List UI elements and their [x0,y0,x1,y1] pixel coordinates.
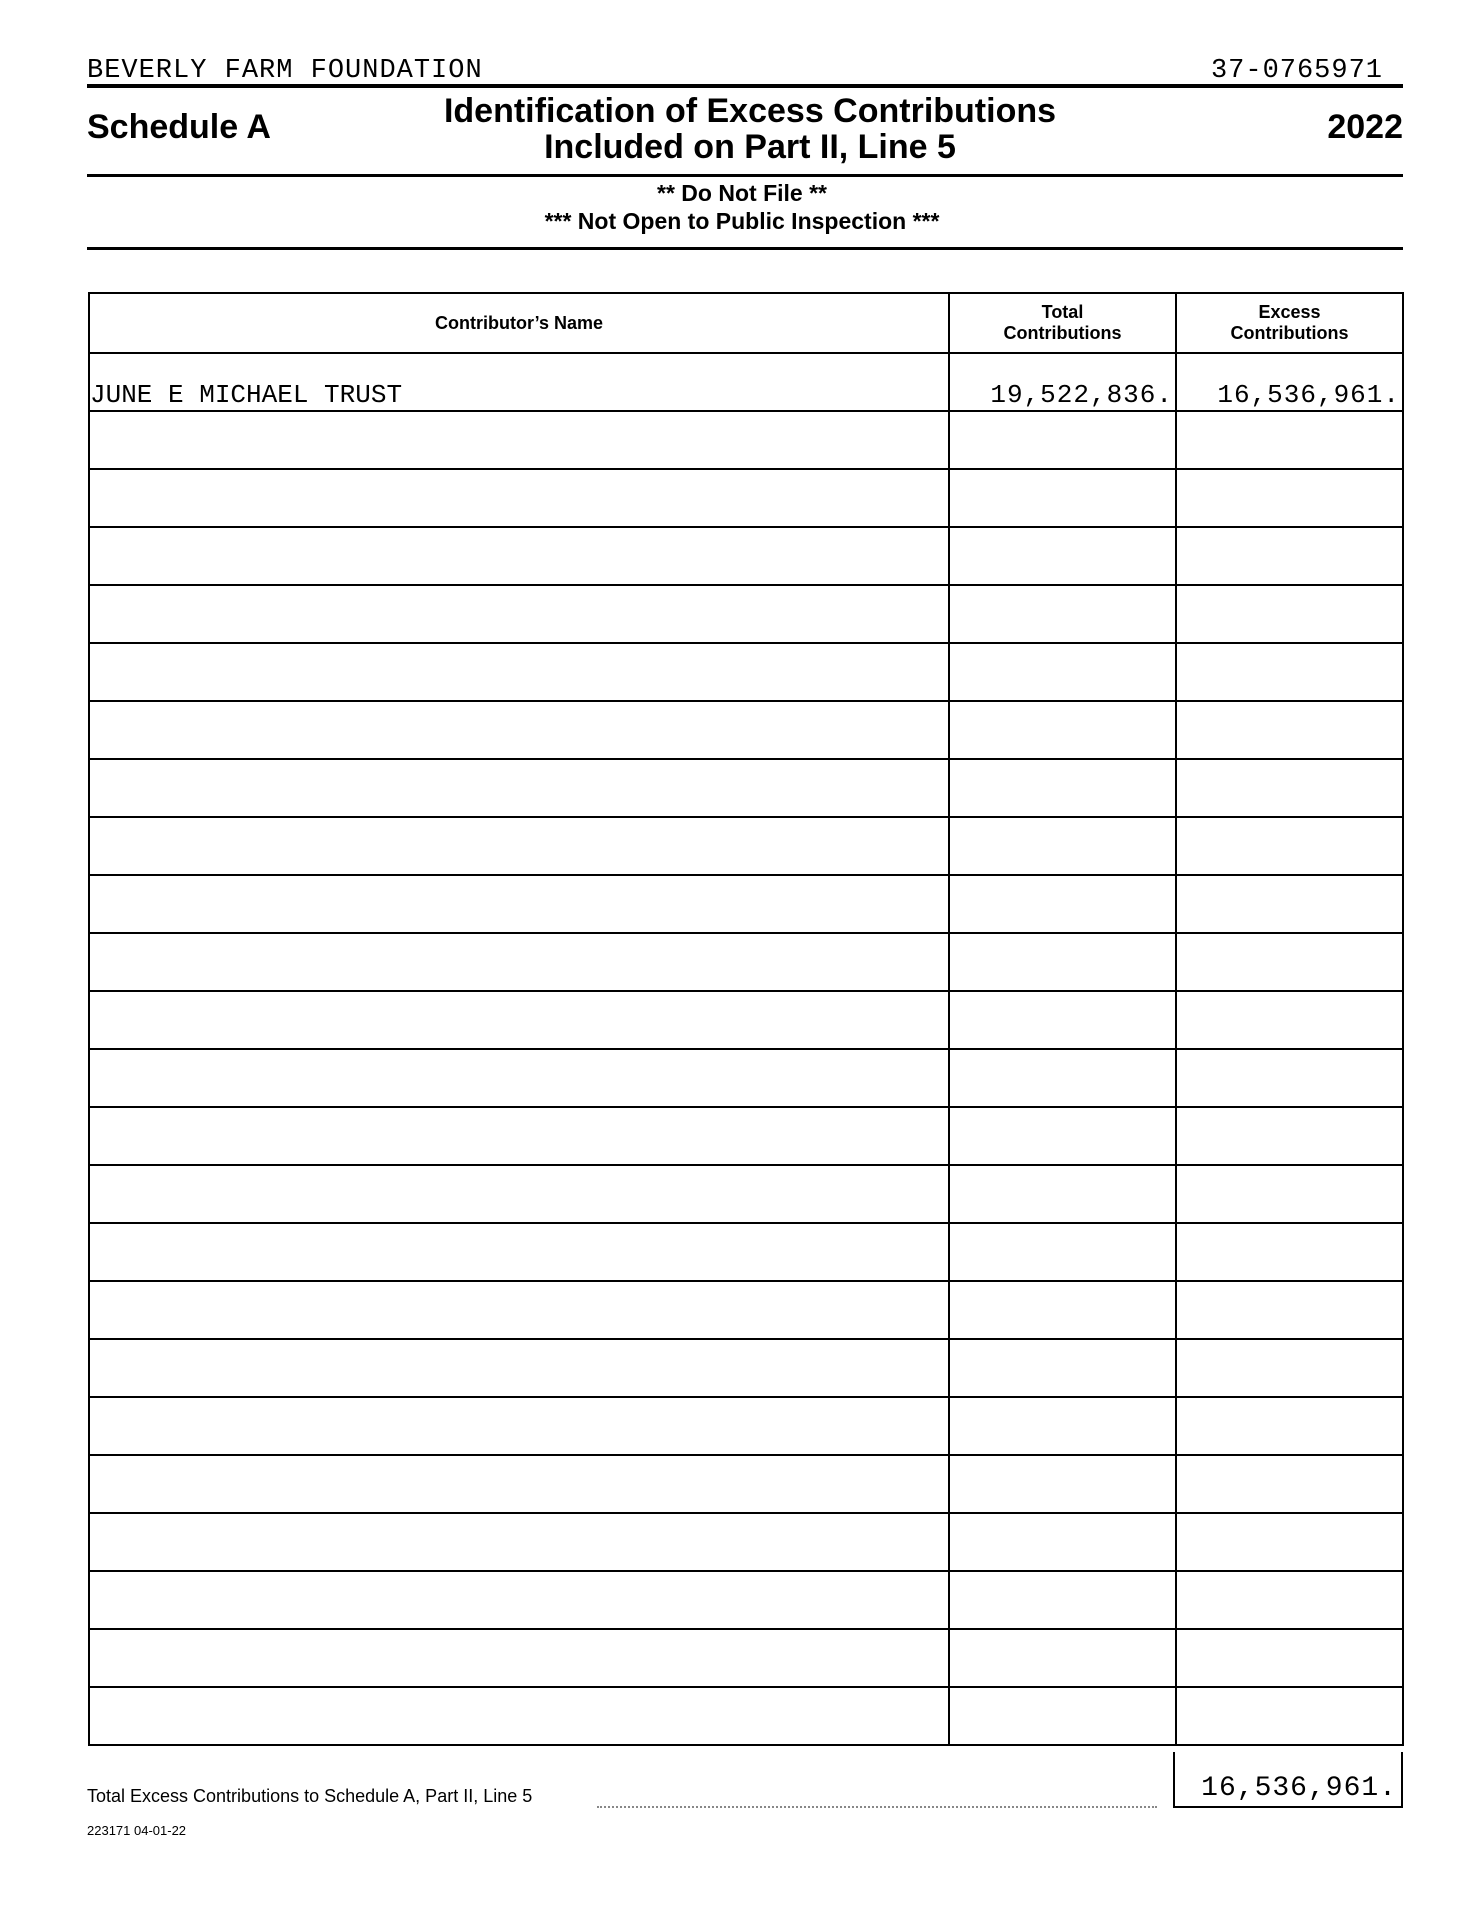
total-contributions-cell [949,1223,1176,1281]
contributor-name-cell [89,759,949,817]
total-excess-box [1173,1752,1403,1808]
excess-contributions-cell [1176,469,1403,527]
total-contributions-cell [949,527,1176,585]
table-row [89,1281,1403,1339]
contributor-name-cell [89,1571,949,1629]
divider-top [87,174,1403,177]
total-contributions-cell [949,469,1176,527]
total-excess-label: Total Excess Contributions to Schedule A, Part II, Line 5 [87,1786,533,1806]
leader-dots [597,1806,1157,1808]
total-contributions-cell: 19,522,836. [949,353,1176,411]
form-title-line1: Identification of Excess Contributions [443,92,1057,130]
excess-contributions-cell [1176,1455,1403,1513]
contributor-name-cell [89,701,949,759]
contributor-name-cell [89,527,949,585]
total-contributions-cell [949,933,1176,991]
schedule-label: Schedule A [87,108,271,146]
table-row [89,469,1403,527]
table-row [89,1223,1403,1281]
excess-contributions-cell [1176,759,1403,817]
excess-contributions-cell [1176,1223,1403,1281]
organization-name: BEVERLY FARM FOUNDATION [87,56,483,86]
table-row [89,1049,1403,1107]
contributor-name-cell [89,1455,949,1513]
contributor-name-cell [89,585,949,643]
tax-year: 2022 [1327,108,1403,146]
table-row [89,643,1403,701]
contributor-name-cell [89,1165,949,1223]
contributor-name-cell [89,1107,949,1165]
contributor-name-cell [89,1223,949,1281]
total-contributions-cell [949,643,1176,701]
excess-contributions-cell [1176,1107,1403,1165]
total-contributions-cell [949,759,1176,817]
form-code: 223171 04-01-22 [87,1823,187,1838]
contributor-name-cell [89,991,949,1049]
table-row [89,1455,1403,1513]
total-contributions-cell [949,1281,1176,1339]
contributor-name-cell [89,643,949,701]
table-header-row [89,293,1403,353]
table-body [89,353,1403,1745]
table-row [89,1397,1403,1455]
header-total-line1: Total [1041,302,1084,322]
divider-bottom [87,247,1403,250]
total-contributions-cell [949,1165,1176,1223]
total-contributions-cell [949,1339,1176,1397]
excess-contributions-cell [1176,1513,1403,1571]
excess-contributions-cell [1176,585,1403,643]
header-excess-line1: Excess [1258,302,1321,322]
header-contributor-name: Contributor’s Name [89,293,949,353]
header-total-line2: Contributions [1003,323,1122,343]
form-title [420,93,1080,165]
contributor-name-cell [89,1049,949,1107]
header-excess-contributions [1176,293,1403,353]
header-excess-line2: Contributions [1230,323,1349,343]
excess-contributions-cell [1176,1571,1403,1629]
total-contributions-cell [949,1455,1176,1513]
contributor-name-cell [89,1687,949,1745]
contributor-name-cell [89,1281,949,1339]
total-contributions-cell [949,411,1176,469]
table-row [89,991,1403,1049]
total-contributions-cell [949,1687,1176,1745]
excess-contributions-cell [1176,1281,1403,1339]
contributions-table [88,292,1404,1746]
total-contributions-cell [949,1049,1176,1107]
total-excess-value: 16,536,961. [1201,1773,1397,1804]
contributor-name-cell [89,875,949,933]
total-contributions-cell [949,1629,1176,1687]
table-row [89,585,1403,643]
table-row [89,1687,1403,1745]
contributor-name-cell [89,817,949,875]
total-contributions-cell [949,1107,1176,1165]
table-row [89,933,1403,991]
contributor-name-cell [89,469,949,527]
table-row [89,1571,1403,1629]
table-row [89,1339,1403,1397]
table-row [89,875,1403,933]
table-row [89,1165,1403,1223]
excess-contributions-cell [1176,1397,1403,1455]
do-not-file-notice: ** Do Not File ** [657,180,827,206]
excess-contributions-cell [1176,817,1403,875]
excess-contributions-cell [1176,1629,1403,1687]
excess-contributions-cell [1176,1687,1403,1745]
table-row [89,411,1403,469]
excess-contributions-cell [1176,411,1403,469]
total-contributions-cell [949,1513,1176,1571]
excess-contributions-cell [1176,991,1403,1049]
contributor-name-cell [89,1629,949,1687]
total-contributions-cell [949,585,1176,643]
public-inspection-notice: *** Not Open to Public Inspection *** [544,208,940,234]
excess-contributions-cell [1176,875,1403,933]
total-contributions-cell [949,701,1176,759]
contributor-name-cell [89,1339,949,1397]
excess-contributions-cell [1176,643,1403,701]
total-contributions-cell [949,875,1176,933]
total-contributions-cell [949,1397,1176,1455]
excess-contributions-cell [1176,933,1403,991]
contributor-name-cell: JUNE E MICHAEL TRUST [89,353,949,411]
contributor-name-cell [89,411,949,469]
excess-contributions-cell [1176,1165,1403,1223]
employer-id-number: 37-0765971 [1210,56,1383,86]
total-contributions-cell [949,817,1176,875]
excess-contributions-cell [1176,527,1403,585]
total-contributions-cell [949,1571,1176,1629]
table-row [89,759,1403,817]
table-row [89,353,1403,411]
table-row [89,1107,1403,1165]
table-row [89,1629,1403,1687]
form-title-line2: Included on Part II, Line 5 [544,128,956,166]
header-total-contributions [949,293,1176,353]
excess-contributions-cell: 16,536,961. [1176,353,1403,411]
total-contributions-cell [949,991,1176,1049]
organization-line [87,54,1403,88]
contributor-name-cell [89,1513,949,1571]
excess-contributions-cell [1176,701,1403,759]
table-row [89,527,1403,585]
contributor-name-cell [89,933,949,991]
table-row [89,1513,1403,1571]
contributor-name-cell [89,1397,949,1455]
excess-contributions-cell [1176,1339,1403,1397]
table-row [89,701,1403,759]
table-row [89,817,1403,875]
excess-contributions-cell [1176,1049,1403,1107]
